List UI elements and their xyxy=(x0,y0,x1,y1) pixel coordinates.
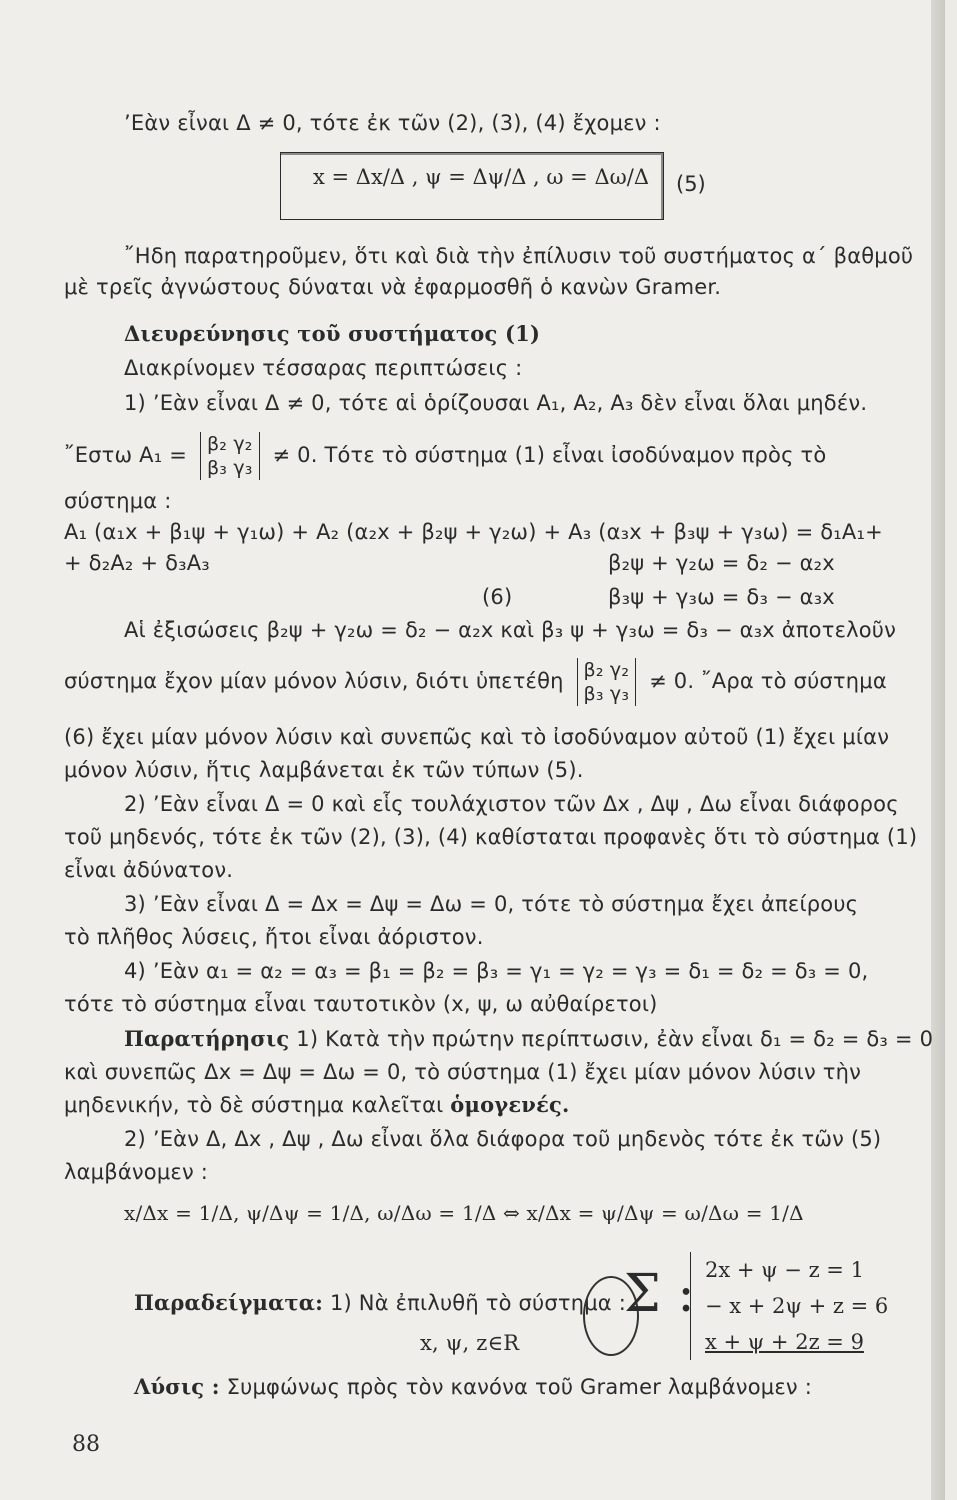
determinant xyxy=(200,432,260,480)
det-row: β₂ γ₂ xyxy=(583,659,630,681)
text-fragment: β₂ψ + γ₂ω = δ₂ − α₂x xyxy=(608,551,835,575)
text-line: 2) ’Εὰν Δ, Δx , Δψ , Δω εἶναι ὅλα διάφορα τοῦ μηδενὸς τότε ἐκ τῶν (5) xyxy=(124,1127,882,1151)
solution-label: Λύσις : xyxy=(134,1374,220,1399)
system-row: − x + 2ψ + z = 6 xyxy=(705,1294,889,1318)
text-fragment: μηδενικήν, τὸ δὲ σύστημα καλεῖται xyxy=(64,1093,451,1117)
text-line: (6) ἔχει μίαν μόνον λύσιν καὶ συνεπῶς καὶ τὸ ἰσοδύναμον αὐτοῦ (1) ἔχει μίαν xyxy=(64,725,890,749)
text-line: εἶναι ἀδύνατον. xyxy=(64,858,234,882)
text-line: τότε τὸ σύστημα εἶναι ταυτοτικὸν (x, ψ, ω αὐθαίρετοι) xyxy=(64,992,658,1016)
text-line: 1) ’Εὰν εἶναι Δ ≠ 0, τότε αἱ ὁρίζουσαι A₁, A₂, A₃ δὲν εἶναι ὅλαι μηδέν. xyxy=(124,391,868,415)
text-line: 3) ’Εὰν εἶναι Δ = Δx = Δψ = Δω = 0, τότε τὸ σύστημα ἔχει ἀπείρους xyxy=(124,892,859,916)
text-line xyxy=(64,1024,936,1054)
det-row: β₃ γ₃ xyxy=(583,683,630,705)
text-line: ’Εὰν εἶναι Δ ≠ 0, τότε ἐκ τῶν (2), (3), (4) ἔχομεν : xyxy=(124,111,661,135)
text-line: τοῦ μηδενός, τότε ἐκ τῶν (2), (3), (4) καθίσταται προφανὲς ὅτι τὸ σύστημα (1) xyxy=(64,825,918,849)
system-row: 2x + ψ − z = 1 xyxy=(705,1258,864,1282)
text-fragment: Συμφώνως πρὸς τὸν κανόνα τοῦ Gramer λαμβάνομεν : xyxy=(219,1375,812,1399)
text-fragment: 1) Κατὰ τὴν πρώτην περίπτωσιν, ἐὰν εἶναι δ₁ = δ₂ = δ₃ = 0 xyxy=(289,1027,934,1051)
boxed-formula xyxy=(280,152,664,220)
equation-system xyxy=(690,1252,935,1360)
section-heading: Διευρεύνησις τοῦ συστήματος (1) xyxy=(124,321,541,346)
text-line: ῎Ηδη παρατηροῦμεν, ὅτι καὶ διὰ τὴν ἐπίλυσιν τοῦ συστήματος α΄ βαθμοῦ xyxy=(124,244,914,268)
text-line-det xyxy=(64,654,936,708)
system-row: x + ψ + 2z = 9 xyxy=(705,1330,864,1354)
page-number: 88 xyxy=(72,1432,100,1457)
formula-x-psi-omega: x = Δx/Δ , ψ = Δψ/Δ , ω = Δω/Δ xyxy=(313,165,649,189)
text-line xyxy=(64,1372,936,1402)
domain-text: x, ψ, z∈R xyxy=(420,1331,520,1355)
text-line: λαμβάνομεν : xyxy=(64,1160,209,1184)
examples-label: Παραδείγματα: xyxy=(134,1290,324,1315)
remark-label: Παρατήρησις xyxy=(124,1026,290,1051)
text-line: καὶ συνεπῶς Δx = Δψ = Δω = 0, τὸ σύστημα (1) ἔχει μίαν μόνον λύσιν τὴν xyxy=(64,1060,862,1084)
text-line: μόνον λύσιν, ἥτις λαμβάνεται ἐκ τῶν τύπων (5). xyxy=(64,758,584,782)
text-line: σύστημα : xyxy=(64,489,172,513)
text-fragment: σύστημα ἔχον μίαν μόνον λύσιν, διότι ὑπετέθη xyxy=(64,669,564,693)
equation-line xyxy=(64,548,936,578)
equation-number-5: (5) xyxy=(676,172,706,196)
text-fragment: ῎Εστω A₁ = xyxy=(64,443,188,467)
sigma-symbol: Σ : xyxy=(624,1264,695,1324)
fraction-equation: x/Δx = 1/Δ, ψ/Δψ = 1/Δ, ω/Δω = 1/Δ ⇔ x/Δx = ψ/Δψ = ω/Δω = 1/Δ xyxy=(124,1201,804,1225)
text-fragment: ≠ 0. ῎Αρα τὸ σύστημα xyxy=(649,669,887,693)
text-line: τὸ πλῆθος λύσεις, ἤτοι εἶναι ἀόριστον. xyxy=(64,925,484,949)
determinant xyxy=(577,658,637,706)
text-fragment: ≠ 0. Τότε τὸ σύστημα (1) εἶναι ἰσοδύναμον πρὸς τὸ xyxy=(272,443,827,467)
text-line: 2) ’Εὰν εἶναι Δ = 0 καὶ εἷς τουλάχιστον τῶν Δx , Δψ , Δω εἶναι διάφορος xyxy=(124,792,899,816)
bold-term: ὁμογενές. xyxy=(450,1092,570,1117)
text-line: Διακρίνομεν τέσσαρας περιπτώσεις : xyxy=(124,356,523,380)
text-fragment: β₃ψ + γ₃ω = δ₃ − α₃x xyxy=(608,585,835,609)
text-line: Αἱ ἐξισώσεις β₂ψ + γ₂ω = δ₂ − α₂x καὶ β₃ ψ + γ₃ω = δ₃ − α₃x ἀποτελοῦν xyxy=(124,618,897,642)
det-row: β₃ γ₃ xyxy=(206,457,253,479)
text-line xyxy=(64,1090,936,1120)
text-fragment: 1) Νὰ ἐπιλυθῆ τὸ σύστημα : xyxy=(323,1291,626,1315)
det-row: β₂ γ₂ xyxy=(206,433,253,455)
text-line: 4) ’Εὰν α₁ = α₂ = α₃ = β₁ = β₂ = β₃ = γ₁ = γ₂ = γ₃ = δ₁ = δ₂ = δ₃ = 0, xyxy=(124,959,869,983)
text-line-det xyxy=(64,428,936,482)
equation-number-6: (6) xyxy=(482,585,513,609)
text-line: μὲ τρεῖς ἀγνώστους δύναται νὰ ἐφαρμοσθῆ ὁ κανὼν Gramer. xyxy=(64,275,722,299)
equation-line: A₁ (α₁x + β₁ψ + γ₁ω) + A₂ (α₂x + β₂ψ + γ₂ω) + A₃ (α₃x + β₃ψ + γ₃ω) = δ₁A₁+ xyxy=(64,520,883,544)
text-fragment: + δ₂A₂ + δ₃A₃ xyxy=(64,551,210,575)
